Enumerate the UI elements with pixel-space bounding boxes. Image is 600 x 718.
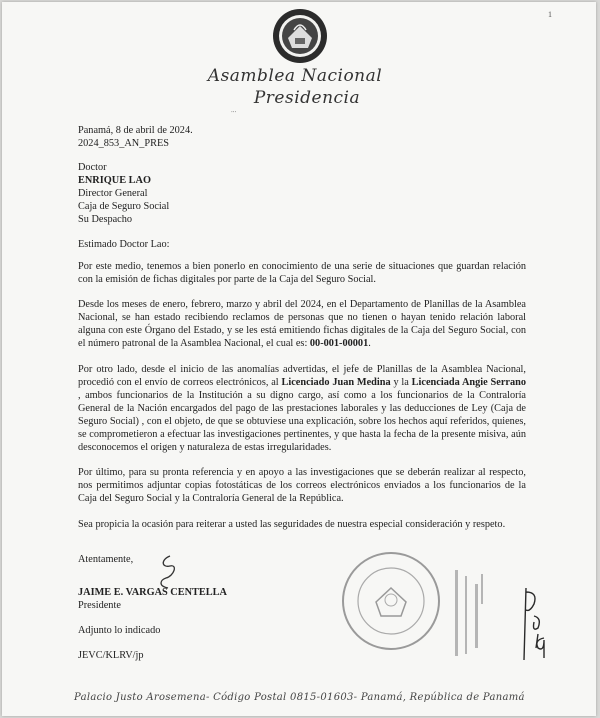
recipient-name: ENRIQUE LAO (78, 175, 151, 186)
letterhead-subtitle: Presidencia (253, 88, 361, 108)
recipient-position: Director General (78, 188, 148, 199)
enclosure-note: Adjunto lo indicado (78, 625, 161, 636)
employer-number: 00-001-00001 (309, 338, 369, 349)
paragraph-3 (78, 363, 526, 454)
date-stamp-icon (447, 564, 489, 664)
recipient-title: Doctor (78, 162, 107, 173)
initials: JEVC/KLRV/jp (78, 650, 144, 661)
official-name-1: Licenciado Juan Medina (281, 377, 391, 388)
footer-address: Palacio Justo Arosemena- Código Postal 0815-01603- Panamá, República de Panamá (74, 692, 525, 703)
paragraph-2-end: . (368, 338, 371, 349)
letterhead-title: Asamblea Nacional (207, 66, 383, 86)
paragraph-3-text-c: , ambos funcionarios de la Institución a su digno cargo, así como a los funcionarios de la Contraloría General de la Nación encargados del pago de las prestaciones laborales y las deducciones de Ley (Caja de Seguro Social) , con el objeto, de que se obtuviese una explicación, sobre los hechos aquí referidos, quienes, se comprometieron a efectuar las investigaciones pertinentes, y que hasta la fecha de la presente misiva, aún desconocemos el origen y naturaleza de estas irregularidades. (78, 390, 526, 453)
paragraph-4: Por último, para su pronta referencia y en apoyo a las investigaciones que se deberán realizar al respecto, nos permitimos adjuntar copias fotostáticas de los correos electrónicos enviados a los funcionarios de la Caja del Seguro Social y la Contraloría General de la República. (78, 467, 526, 504)
recipient-institution: Caja de Seguro Social (78, 201, 170, 212)
reference-number: 2024_853_AN_PRES (78, 138, 169, 149)
letterhead-dots: ∙∙∙ (231, 108, 237, 116)
signer-name: JAIME E. VARGAS CENTELLA (78, 587, 227, 598)
valediction: Atentamente, (78, 554, 134, 565)
recipient-office: Su Despacho (78, 214, 133, 225)
place-date: Panamá, 8 de abril de 2024. (78, 125, 193, 136)
paragraph-3-text-a: Por otro lado, desde el inicio de las anomalías advertidas, el jefe de Planillas de la Asamblea Nacional, procedió con el envío de correos electrónicos, al (78, 364, 526, 388)
paragraph-2-text: Desde los meses de enero, febrero, marzo y abril del 2024, en el Departamento de Planillas de la Asamblea Nacional, se han estado recibiendo reclamos de personas que no tienen o hayan tenido relación laboral alguna con este Órgano del Estado, y se les está emitiendo fichas digitales de la Caja del Seguro Social, con el número patronal de la Asamblea Nacional, el cual es: (78, 299, 526, 349)
paragraph-2 (78, 298, 526, 350)
handwritten-note-icon (514, 582, 550, 664)
paragraph-1: Por este medio, tenemos a bien ponerlo en conocimiento de una serie de situaciones que guardan relación con la emisión de fichas digitales por parte de la Caja del Seguro Social. (78, 261, 526, 285)
paragraph-5: Sea propicia la ocasión para reiterar a usted las seguridades de nuestra especial consideración y respeto. (78, 519, 506, 530)
official-name-2: Licenciada Angie Serrano (411, 377, 526, 388)
signer-title: Presidente (78, 600, 121, 611)
letter-page (2, 2, 596, 716)
page-number-mark: 1 (548, 10, 552, 19)
salutation: Estimado Doctor Lao: (78, 239, 170, 250)
paragraph-3-text-b: y la (390, 377, 412, 388)
round-stamp-icon (340, 550, 442, 652)
national-seal-icon (272, 8, 328, 64)
